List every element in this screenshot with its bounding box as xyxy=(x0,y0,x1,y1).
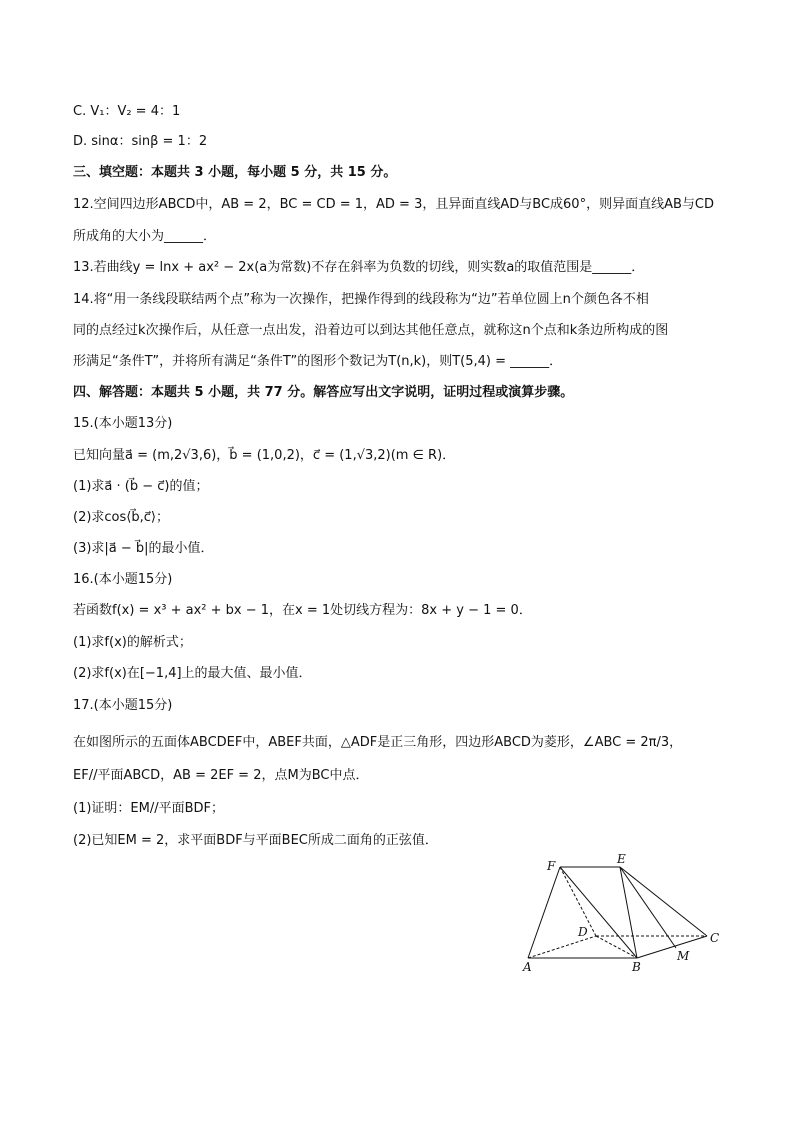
q17-stem-2: EF//平面ABCD，AB = 2EF = 2，点M为BC中点． xyxy=(73,768,369,783)
q16-part-2: (2)求f(x)在[−1,4]上的最大值、最小值． xyxy=(73,666,312,681)
q15-part-1: (1)求a⃗ · (b⃗ − c⃗)的值； xyxy=(73,479,209,494)
q15-part-2: (2)求cos⟨b⃗,c⃗⟩； xyxy=(73,510,169,525)
edge-ad xyxy=(528,936,596,958)
q16-stem: 若函数f(x) = x³ + ax² + bx − 1，在x = 1处切线方程为：8x + y − 1 = 0． xyxy=(73,603,532,618)
section-3-heading: 三、填空题：本题共 3 小题，每小题 5 分，共 15 分。 xyxy=(73,165,397,180)
q16-title: 16.(本小题15分) xyxy=(73,572,173,587)
label-d: D xyxy=(578,925,588,939)
q14-line-2: 同的点经过k次操作后，从任意一点出发，沿着边可以到达其他任意点，就称这n个点和k条边所构成的图 xyxy=(73,323,669,338)
pentahedron-figure xyxy=(520,850,730,975)
option-c: C. V₁：V₂ = 4：1 xyxy=(73,104,181,119)
q17-title: 17.(本小题15分) xyxy=(73,698,173,713)
label-b: B xyxy=(632,960,641,974)
edge-fa xyxy=(528,867,560,958)
edge-bc xyxy=(637,936,707,958)
label-a: A xyxy=(523,960,532,974)
section-4-heading: 四、解答题：本题共 5 小题，共 77 分。解答应写出文字说明，证明过程或演算步骤。 xyxy=(73,385,574,400)
edge-db xyxy=(596,936,637,958)
q14-line-1: 14.将“用一条线段联结两个点”称为一次操作，把操作得到的线段称为“边”若单位圆上n个颜色各不相 xyxy=(73,292,649,307)
label-m: M xyxy=(677,949,690,963)
solid-edges xyxy=(528,867,707,958)
option-d: D. sinα：sinβ = 1：2 xyxy=(73,134,208,149)
edge-ec xyxy=(620,867,707,936)
label-e: E xyxy=(617,852,626,866)
label-c: C xyxy=(710,931,720,945)
q12-line-2: 所成角的大小为______． xyxy=(73,229,217,244)
q15-part-3: (3)求|a⃗ − b⃗|的最小值． xyxy=(73,541,214,556)
q15-title: 15.(本小题13分) xyxy=(73,416,173,431)
q17-part-2: (2)已知EM = 2，求平面BDF与平面BEC所成二面角的正弦值． xyxy=(73,833,438,848)
edge-eb xyxy=(620,867,637,958)
q17-stem-1: 在如图所示的五面体ABCDEF中，ABEF共面，△ADF是正三角形，四边形ABCD为菱形，∠ABC = 2π/3， xyxy=(73,735,683,750)
q12-line-1: 12.空间四边形ABCD中，AB = 2，BC = CD = 1，AD = 3，且异面直线AD与BC成60°，则异面直线AB与CD xyxy=(73,197,714,212)
q16-part-1: (1)求f(x)的解析式； xyxy=(73,635,192,650)
label-f: F xyxy=(547,859,556,873)
q13: 13.若曲线y = lnx + ax² − 2x(a为常数)不存在斜率为负数的切线，则实数a的取值范围是______． xyxy=(73,260,645,275)
q17-part-1: (1)证明：EM//平面BDF； xyxy=(73,801,225,816)
q15-stem: 已知向量a⃗ = (m,2√3,6)，b⃗ = (1,0,2)，c⃗ = (1,√3,2)(m ∈ R)． xyxy=(73,448,456,463)
q14-line-3: 形满足“条件T”，并将所有满足“条件T”的图形个数记为T(n,k)，则T(5,4) = ______． xyxy=(73,354,563,369)
